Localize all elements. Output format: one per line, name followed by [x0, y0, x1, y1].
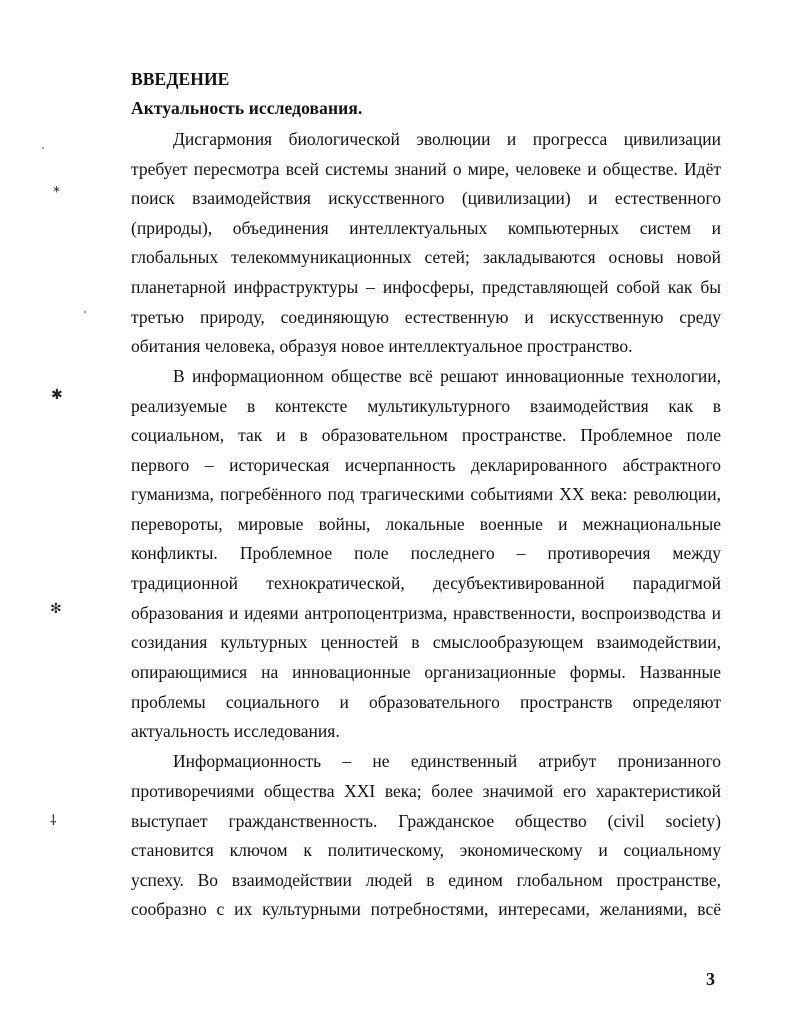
margin-mark-icon: ⸸: [50, 813, 57, 829]
paragraph-line: традиционной технократической, десубъективированной парадигмой: [131, 573, 721, 593]
margin-mark-icon: ✱: [51, 387, 63, 403]
paragraph-line: проблемы социального и образовательного пространств определяют: [131, 692, 721, 712]
paragraph-line: успеху. Во взаимодействии людей в едином глобальном пространстве,: [131, 870, 721, 890]
paragraph-line: опирающимися на инновационные организационные формы. Названные: [131, 662, 721, 682]
paragraph-line: гуманизма, погребённого под трагическими событиями XX века: революции,: [131, 484, 721, 504]
paragraph-line: реализуемые в контексте мультикультурного взаимодействия как в: [131, 396, 721, 416]
section-subheading: Актуальность исследования.: [131, 98, 363, 118]
paragraph-line: конфликты. Проблемное поле последнего – противоречия между: [131, 543, 721, 563]
paragraph-line: поиск взаимодействия искусственного (цивилизации) и естественного: [131, 188, 721, 208]
paragraph-line: (природы), объединения интеллектуальных компьютерных систем и: [131, 218, 721, 238]
margin-mark-icon: ✻: [50, 601, 62, 617]
paragraph-line: Информационность – не единственный атрибут пронизанного: [173, 751, 721, 771]
page-number: 3: [706, 969, 715, 989]
paragraph-line: требует пересмотра всей системы знаний о мире, человеке и обществе. Идёт: [131, 159, 721, 179]
margin-dot: [84, 311, 86, 313]
paragraph-line: планетарной инфраструктуры – инфосферы, представляющей собой как бы: [131, 277, 721, 297]
paragraph-line: созидания культурных ценностей в смыслообразующем взаимодействии,: [131, 632, 721, 652]
paragraph-line: третью природу, соединяющую естественную и искусственную среду: [131, 307, 721, 327]
paragraph-line: социальном, так и в образовательном пространстве. Проблемное поле: [131, 425, 721, 445]
paragraph-line: В информационном обществе всё решают инновационные технологии,: [173, 366, 721, 386]
paragraph-line: образования и идеями антропоцентризма, нравственности, воспроизводства и: [131, 603, 721, 623]
paragraph-line: сообразно с их культурными потребностями, интересами, желаниями, всё: [131, 899, 721, 919]
margin-mark-icon: ⁎: [53, 180, 60, 196]
section-heading: ВВЕДЕНИЕ: [131, 69, 230, 89]
margin-dot: [42, 147, 44, 149]
paragraph-line: глобальных телекоммуникационных сетей; закладываются основы новой: [131, 247, 721, 267]
paragraph-line: перевороты, мировые войны, локальные военные и межнациональные: [131, 514, 721, 534]
paragraph-line: становится ключом к политическому, экономическому и социальному: [131, 840, 721, 860]
paragraph-line: актуальность исследования.: [131, 721, 340, 741]
paragraph-line: Дисгармония биологической эволюции и прогресса цивилизации: [173, 129, 721, 149]
paragraph-line: первого – историческая исчерпанность декларированного абстрактного: [131, 455, 721, 475]
paragraph-line: выступает гражданственность. Гражданское общество (civil society): [131, 811, 721, 831]
paragraph-line: противоречиями общества XXI века; более значимой его характеристикой: [131, 781, 721, 801]
paragraph-line: обитания человека, образуя новое интеллектуальное пространство.: [131, 336, 633, 356]
